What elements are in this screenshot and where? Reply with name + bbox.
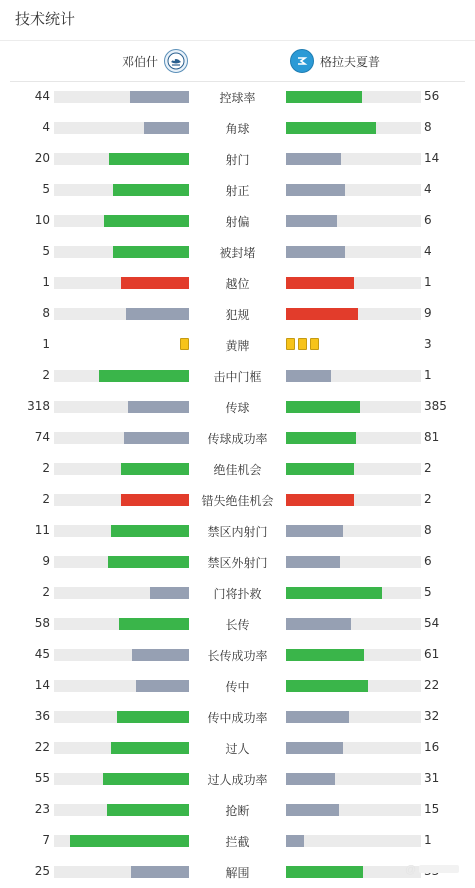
- title-divider: [0, 40, 475, 41]
- away-bar-track: [286, 246, 421, 258]
- de-graafschap-logo-icon: [290, 49, 314, 73]
- away-bar: [286, 370, 331, 382]
- stat-label: 传球: [225, 401, 250, 415]
- away-value: 8: [424, 120, 432, 134]
- away-bar-track: [286, 153, 421, 165]
- away-value: 6: [424, 213, 432, 227]
- home-bar-track: [54, 649, 189, 661]
- stat-row: [0, 236, 475, 267]
- yellow-card-icon: [286, 338, 295, 350]
- away-bar-track: [286, 835, 421, 847]
- stat-label: 射正: [225, 184, 250, 198]
- away-bar: [286, 246, 345, 258]
- stat-row: [0, 267, 475, 298]
- away-value: 15: [424, 802, 440, 816]
- home-bar: [113, 246, 189, 258]
- home-value: 5: [42, 182, 50, 196]
- home-bar-track: [54, 370, 189, 382]
- home-bar: [136, 680, 189, 692]
- away-bar-track: [286, 494, 421, 506]
- home-bar-track: [54, 742, 189, 754]
- home-bar: [121, 277, 189, 289]
- svg-text:@: @: [405, 864, 417, 876]
- away-bar: [286, 649, 364, 661]
- yellow-card-icon: [310, 338, 319, 350]
- home-bar-track: [54, 866, 189, 878]
- stat-label: 控球率: [219, 91, 256, 105]
- away-bar: [286, 184, 345, 196]
- home-value: 5: [42, 244, 50, 258]
- away-bar: [286, 308, 358, 320]
- stat-row: [0, 732, 475, 763]
- away-bar-track: [286, 184, 421, 196]
- stat-row: [0, 360, 475, 391]
- away-value: 61: [424, 647, 440, 661]
- home-value: 22: [34, 740, 50, 754]
- home-bar: [121, 494, 189, 506]
- away-value: 32: [424, 709, 440, 723]
- away-bar-track: [286, 463, 421, 475]
- away-bar: [286, 711, 349, 723]
- home-bar: [111, 525, 189, 537]
- home-value: 44: [34, 89, 50, 103]
- stat-row: [0, 856, 475, 887]
- away-bar: [286, 773, 335, 785]
- home-value: 1: [42, 337, 50, 351]
- away-bar: [286, 804, 339, 816]
- stat-label: 长传成功率: [207, 649, 268, 663]
- stat-row: [0, 484, 475, 515]
- home-value: 2: [42, 492, 50, 506]
- away-bar: [286, 277, 354, 289]
- stat-label: 传中成功率: [207, 711, 268, 725]
- home-bar-track: [54, 432, 189, 444]
- away-value: 16: [424, 740, 440, 754]
- stat-label: 过人: [225, 742, 250, 756]
- away-value: 1: [424, 368, 432, 382]
- home-bar: [113, 184, 189, 196]
- away-bar-track: [286, 866, 421, 878]
- stat-label: 越位: [225, 277, 250, 291]
- away-bar: [286, 556, 340, 568]
- home-bar-track: [54, 153, 189, 165]
- home-bar: [121, 463, 189, 475]
- stat-row: [0, 205, 475, 236]
- home-bar: [117, 711, 189, 723]
- away-bar-track: [286, 804, 421, 816]
- away-bar-track: [286, 742, 421, 754]
- away-bar-track: [286, 556, 421, 568]
- stat-label: 过人成功率: [207, 773, 268, 787]
- home-bar: [103, 773, 189, 785]
- stat-label: 射门: [225, 153, 250, 167]
- home-bar: [130, 91, 189, 103]
- stats-list: [0, 81, 475, 887]
- stat-row: [0, 453, 475, 484]
- away-value: 385: [424, 399, 447, 413]
- away-value: 2: [424, 461, 432, 475]
- home-bar-track: [54, 773, 189, 785]
- home-bar: [119, 618, 189, 630]
- home-value: 1: [42, 275, 50, 289]
- stat-label: 错失绝佳机会: [201, 494, 274, 508]
- away-bar: [286, 122, 376, 134]
- home-bar: [132, 649, 189, 661]
- home-value: 58: [34, 616, 50, 630]
- away-bar: [286, 835, 304, 847]
- home-bar: [144, 122, 189, 134]
- away-value: 31: [424, 771, 440, 785]
- away-value: 1: [424, 833, 432, 847]
- away-bar: [286, 587, 382, 599]
- away-bar: [286, 742, 343, 754]
- home-value: 55: [34, 771, 50, 785]
- home-value: 10: [34, 213, 50, 227]
- away-bar-track: [286, 432, 421, 444]
- stat-label: 击中门框: [213, 370, 262, 384]
- home-bar-track: [54, 525, 189, 537]
- stat-label: 长传: [225, 618, 250, 632]
- away-bar: [286, 525, 343, 537]
- home-bar: [128, 401, 189, 413]
- stat-row: [0, 763, 475, 794]
- away-bar-track: [286, 91, 421, 103]
- home-bar-track: [54, 122, 189, 134]
- away-value: 6: [424, 554, 432, 568]
- stat-label: 拦截: [225, 835, 250, 849]
- stat-row: [0, 112, 475, 143]
- home-bar: [111, 742, 189, 754]
- home-bar-track: [54, 277, 189, 289]
- away-yellow-cards: [286, 338, 319, 350]
- home-value: 36: [34, 709, 50, 723]
- away-value: 5: [424, 585, 432, 599]
- stat-label: 解围: [225, 866, 250, 880]
- stat-label: 绝佳机会: [213, 463, 262, 477]
- away-bar: [286, 680, 368, 692]
- home-value: 11: [34, 523, 50, 537]
- away-value: 14: [424, 151, 440, 165]
- stat-row: [0, 608, 475, 639]
- home-bar-track: [54, 680, 189, 692]
- home-bar: [99, 370, 189, 382]
- home-yellow-cards: [180, 338, 189, 350]
- home-value: 4: [42, 120, 50, 134]
- home-bar: [131, 866, 189, 878]
- home-value: 7: [42, 833, 50, 847]
- stat-label: 抢断: [225, 804, 250, 818]
- home-bar-track: [54, 246, 189, 258]
- away-bar-track: [286, 215, 421, 227]
- away-bar-track: [286, 370, 421, 382]
- stat-row: [0, 670, 475, 701]
- home-bar: [150, 587, 189, 599]
- stat-label: 传中: [225, 680, 250, 694]
- away-value: 4: [424, 244, 432, 258]
- stat-row: [0, 81, 475, 112]
- away-bar: [286, 494, 354, 506]
- away-bar: [286, 91, 362, 103]
- stat-row: [0, 329, 475, 360]
- home-value: 23: [34, 802, 50, 816]
- away-bar-track: [286, 618, 421, 630]
- home-bar-track: [54, 587, 189, 599]
- away-bar: [286, 618, 351, 630]
- away-value: 81: [424, 430, 440, 444]
- away-bar-track: [286, 401, 421, 413]
- stat-label: 禁区外射门: [207, 556, 268, 570]
- stat-row: [0, 298, 475, 329]
- home-bar-track: [54, 494, 189, 506]
- home-bar-track: [54, 835, 189, 847]
- stat-label: 射偏: [225, 215, 250, 229]
- stat-row: [0, 515, 475, 546]
- home-bar: [107, 804, 189, 816]
- away-bar-track: [286, 277, 421, 289]
- stat-row: [0, 794, 475, 825]
- home-bar-track: [54, 463, 189, 475]
- stat-label: 犯规: [225, 308, 250, 322]
- home-value: 14: [34, 678, 50, 692]
- home-value: 2: [42, 585, 50, 599]
- home-value: 8: [42, 306, 50, 320]
- home-bar-track: [54, 711, 189, 723]
- page-title: 技术统计: [15, 10, 76, 28]
- stat-label: 角球: [225, 122, 250, 136]
- home-value: 74: [34, 430, 50, 444]
- stat-label: 门将扑救: [213, 587, 262, 601]
- home-bar-track: [54, 618, 189, 630]
- away-bar-track: [286, 680, 421, 692]
- away-value: 8: [424, 523, 432, 537]
- stat-row: [0, 701, 475, 732]
- away-bar: [286, 215, 337, 227]
- home-bar: [104, 215, 189, 227]
- home-value: 2: [42, 368, 50, 382]
- stat-row: [0, 143, 475, 174]
- away-bar: [286, 432, 356, 444]
- home-bar: [124, 432, 189, 444]
- yellow-card-icon: [180, 338, 189, 350]
- stat-label: 禁区内射门: [207, 525, 268, 539]
- away-value: 9: [424, 306, 432, 320]
- stat-label: 传球成功率: [207, 432, 268, 446]
- away-bar: [286, 866, 363, 878]
- home-bar-track: [54, 184, 189, 196]
- yellow-card-icon: [298, 338, 307, 350]
- stat-row: [0, 639, 475, 670]
- home-value: 2: [42, 461, 50, 475]
- home-bar: [126, 308, 189, 320]
- stat-label: 黄牌: [225, 339, 250, 353]
- away-bar: [286, 153, 341, 165]
- home-bar: [70, 835, 189, 847]
- away-value: 4: [424, 182, 432, 196]
- away-value: 1: [424, 275, 432, 289]
- home-bar: [108, 556, 189, 568]
- away-value: 2: [424, 492, 432, 506]
- home-bar-track: [54, 308, 189, 320]
- home-bar-track: [54, 401, 189, 413]
- away-bar-track: [286, 773, 421, 785]
- watermark: [405, 860, 465, 878]
- home-bar-track: [54, 804, 189, 816]
- stat-label: 被封堵: [219, 246, 256, 260]
- away-value: 56: [424, 89, 440, 103]
- away-value: 22: [424, 678, 440, 692]
- stat-row: [0, 825, 475, 856]
- home-bar: [109, 153, 189, 165]
- home-team[interactable]: [122, 49, 188, 73]
- stat-row: [0, 577, 475, 608]
- away-team[interactable]: [290, 49, 380, 73]
- home-bar-track: [54, 91, 189, 103]
- away-value: 3: [424, 337, 432, 351]
- team-header: [0, 44, 475, 80]
- away-value: 54: [424, 616, 440, 630]
- stat-row: [0, 422, 475, 453]
- home-value: 20: [34, 151, 50, 165]
- away-bar-track: [286, 308, 421, 320]
- away-bar: [286, 463, 354, 475]
- home-bar-track: [54, 556, 189, 568]
- away-team-name: 格拉夫夏普: [320, 54, 381, 69]
- home-value: 25: [34, 864, 50, 878]
- home-bar-track: [54, 215, 189, 227]
- home-value: 9: [42, 554, 50, 568]
- away-bar-track: [286, 525, 421, 537]
- den-bosch-logo-icon: [164, 49, 188, 73]
- stat-row: [0, 546, 475, 577]
- home-value: 45: [34, 647, 50, 661]
- away-bar-track: [286, 587, 421, 599]
- home-value: 318: [27, 399, 50, 413]
- stat-row: [0, 391, 475, 422]
- away-bar-track: [286, 649, 421, 661]
- stat-row: [0, 174, 475, 205]
- away-bar: [286, 401, 360, 413]
- home-team-name: 邓伯什: [121, 54, 158, 69]
- away-bar-track: [286, 711, 421, 723]
- away-bar-track: [286, 122, 421, 134]
